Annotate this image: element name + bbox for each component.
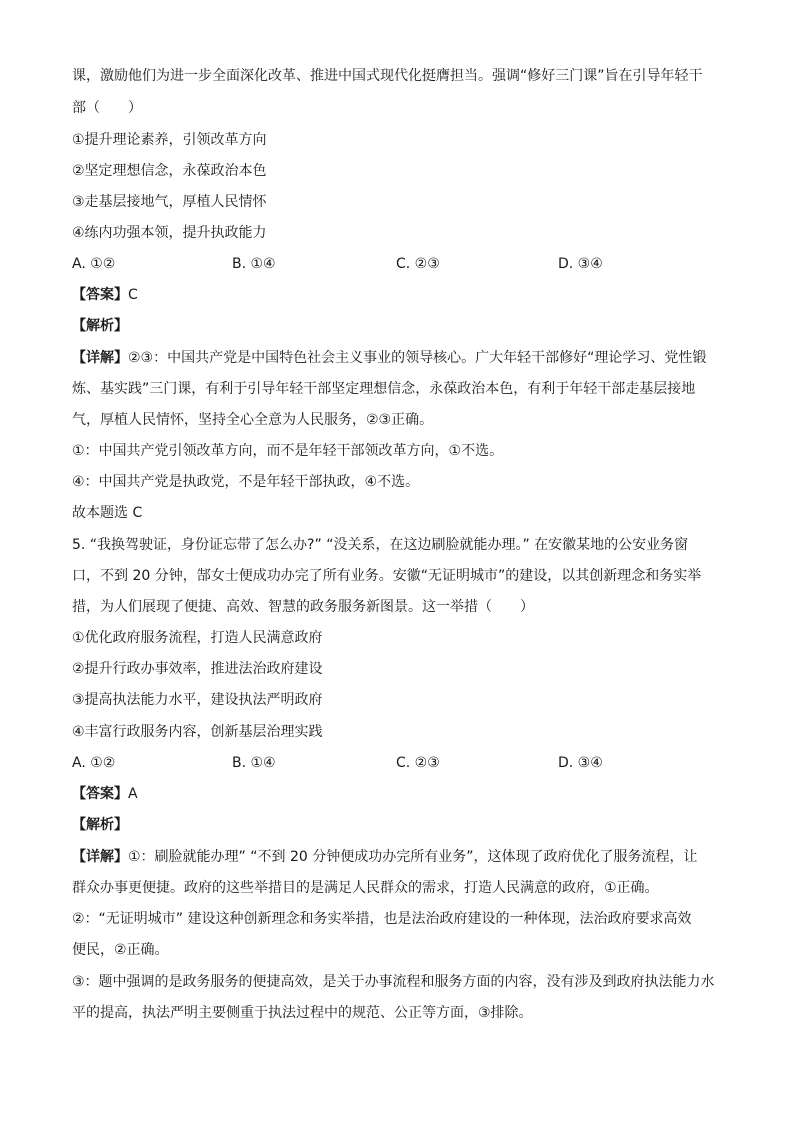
q5-stem-line-2: 口，不到 20 分钟，郜女士便成功办完了所有业务。安徽“无证明城市”的建设，以其创新理念和务实举: [72, 568, 702, 584]
q4-detail-text-1: ②③：中国共产党是中国特色社会主义事业的领导核心。广大年轻干部修好“理论学习、党性锻: [128, 350, 707, 366]
q4-answer-value: C: [128, 287, 138, 303]
q4-detail-line-4: ①：中国共产党引领改革方向，而不是年轻干部领改革方向，①不选。: [72, 443, 504, 459]
q5-item-4: ④丰富行政服务内容，创新基层治理实践: [72, 724, 323, 740]
q5-detail-tag: 【详解】: [72, 849, 128, 865]
q4-stem-line-1: 课，激励他们为进一步全面深化改革、推进中国式现代化挺膺担当。强调“修好三门课”旨在引导年轻干: [72, 68, 703, 84]
q4-answer: [72, 285, 138, 305]
q4-detail-line-1: [72, 348, 706, 368]
q5-item-2: ②提升行政办事效率，推进法治政府建设: [72, 661, 323, 677]
q4-analysis-tag: 【解析】: [72, 318, 128, 334]
q5-answer-value: A: [128, 786, 138, 802]
q4-option-c: C. ②③: [396, 256, 440, 272]
q4-answer-tag: 【答案】: [72, 287, 128, 303]
q4-item-1: ①提升理论素养，引领改革方向: [72, 132, 267, 148]
q4-detail-line-2: 炼、基实践”三门课，有利于引导年轻干部坚定理想信念，永葆政治本色，有利于年轻干部走基层接地: [72, 381, 696, 397]
q4-item-3: ③走基层接地气，厚植人民情怀: [72, 194, 267, 210]
q5-stem-line-3: 措，为人们展现了便捷、高效、智慧的政务服务新图景。这一举措（ ）: [72, 599, 534, 615]
q5-option-b: B. ①④: [232, 755, 276, 771]
q4-detail-tag: 【详解】: [72, 350, 128, 366]
q4-stem-line-2: 部（ ）: [72, 100, 142, 116]
q5-option-c: C. ②③: [396, 755, 440, 771]
q4-detail-line-3: 气，厚植人民情怀，坚持全心全意为人民服务，②③正确。: [72, 412, 434, 428]
q5-detail-line-3: ②：“无证明城市” 建设这种创新理念和务实举措，也是法治政府建设的一种体现，法治政府要求高效: [72, 911, 692, 927]
q5-item-1: ①优化政府服务流程，打造人民满意政府: [72, 630, 323, 646]
q4-item-4: ④练内功强本领，提升执政能力: [72, 225, 267, 241]
q5-detail-line-1: [72, 847, 697, 867]
q4-option-a: A. ①②: [72, 256, 116, 272]
q5-option-d: D. ③④: [558, 755, 603, 771]
q5-detail-line-6: 平的提高，执法严明主要侧重于执法过程中的规范、公正等方面，③排除。: [72, 1005, 533, 1021]
q5-detail-line-2: 群众办事更便捷。政府的这些举措目的是满足人民群众的需求，打造人民满意的政府，①正确。: [72, 880, 659, 896]
q4-conclusion: 故本题选 C: [72, 505, 143, 521]
q5-detail-line-4: 便民，②正确。: [72, 942, 169, 958]
q5-item-3: ③提高执法能力水平，建设执法严明政府: [72, 692, 323, 708]
q5-answer: [72, 784, 138, 804]
q4-detail-line-5: ④：中国共产党是执政党，不是年轻干部执政，④不选。: [72, 474, 420, 490]
q5-stem-line-1: 5. “我换驾驶证，身份证忘带了怎么办?” “没关系，在这边刷脸就能办理。” 在安徽某地的公安业务窗: [72, 537, 689, 553]
q5-answer-tag: 【答案】: [72, 786, 128, 802]
q5-detail-text-1: ①：刷脸就能办理” “不到 20 分钟便成功办完所有业务”，这体现了政府优化了服务流程，让: [128, 849, 698, 865]
q4-option-d: D. ③④: [558, 256, 603, 272]
q4-option-b: B. ①④: [232, 256, 276, 272]
q4-item-2: ②坚定理想信念，永葆政治本色: [72, 163, 267, 179]
q5-analysis-tag: 【解析】: [72, 817, 128, 833]
q5-detail-line-5: ③：题中强调的是政务服务的便捷高效，是关于办事流程和服务方面的内容，没有涉及到政府执法能力水: [72, 974, 715, 990]
q5-option-a: A. ①②: [72, 755, 116, 771]
